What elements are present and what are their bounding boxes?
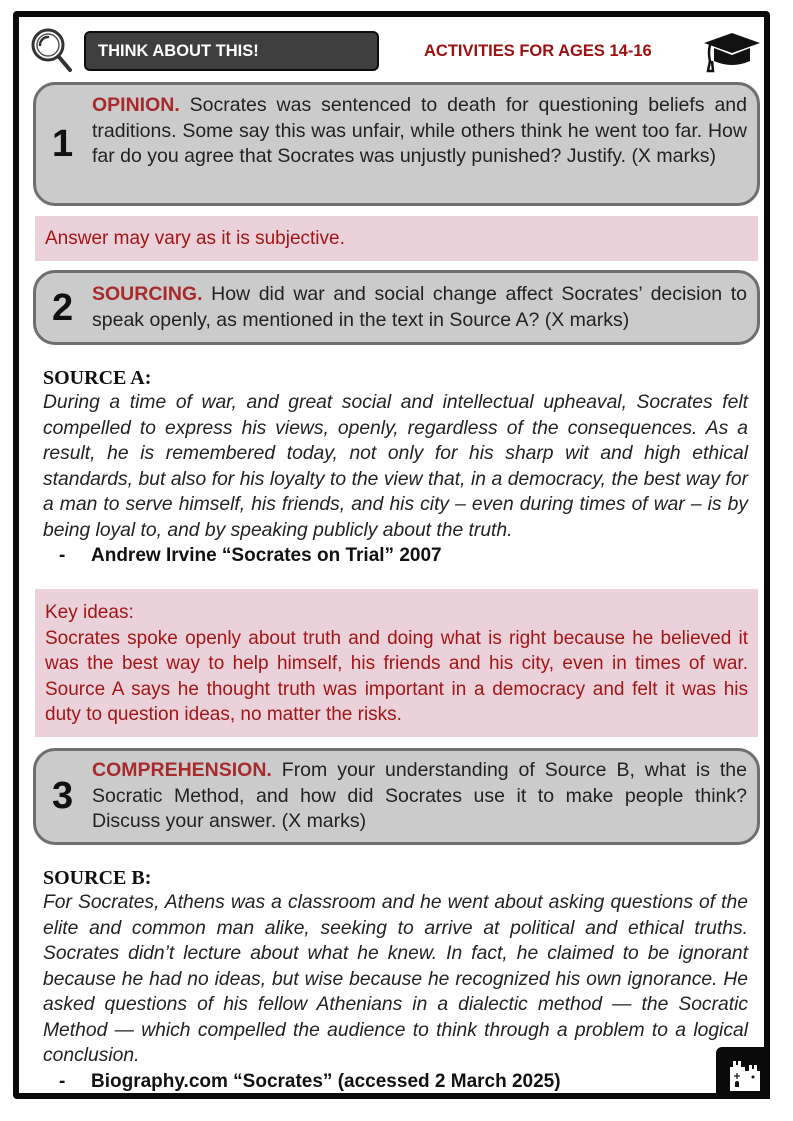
source-heading: SOURCE A:: [43, 367, 152, 389]
magnifier-icon: [30, 27, 74, 75]
question-body: Socrates was sentenced to death for questioning beliefs and traditions. Some say this was unfair, while others think he went too far. How far do you agree that Socrates was unjustly punished? Justify. (X marks): [92, 94, 747, 167]
question-text: [92, 93, 747, 170]
answer-text: Answer may vary as it is subjective.: [45, 228, 345, 249]
question-label: OPINION.: [92, 94, 180, 116]
age-range-label: ACTIVITIES FOR AGES 14-16: [424, 42, 652, 60]
answer-text: Socrates spoke openly about truth and doing what is right because he believed it was the best way to help himself, his friends and his city, even in times of war. Source A says he thought truth was important in a democracy and felt it was his duty to question ideas, no matter the risks.: [45, 627, 748, 725]
answer-heading: Key ideas:: [45, 602, 134, 623]
answer-box-q2: [35, 589, 758, 737]
source-body: During a time of war, and great social and intellectual upheaval, Socrates felt compelled to express his views, openly, regardless of the consequences. As a result, he is remembered today, not only for his sharp wit and high ethical standards, but also for his loyalty to the view that, in a democracy, the best way for a man to serve himself, his friends, and his city – even during times of war – is by being loyal to, and by speaking publicly about the truth.: [43, 392, 748, 541]
graduation-cap-icon: [700, 27, 762, 75]
section-title: THINK ABOUT THIS!: [84, 31, 379, 71]
question-3-box: [33, 748, 760, 845]
source-heading: SOURCE B:: [43, 867, 152, 889]
source-a: [43, 366, 748, 569]
question-number: 2: [52, 287, 74, 329]
citation-text: Biography.com “Socrates” (accessed 2 March 2025): [91, 1070, 561, 1092]
question-2-box: [33, 270, 760, 345]
question-text: [92, 758, 747, 835]
answer-box-q1: [35, 216, 758, 261]
castle-icon: [728, 1057, 762, 1091]
citation-text: Andrew Irvine “Socrates on Trial” 2007: [91, 545, 442, 566]
question-text: [92, 282, 747, 333]
question-label: SOURCING.: [92, 283, 203, 305]
citation-dash: -: [59, 545, 66, 566]
citation-dash: -: [59, 1070, 66, 1092]
question-body: From your understanding of Source B, what is the Socratic Method, and how did Socrates use it to make people think? Discuss your answer. (X marks): [92, 759, 747, 832]
source-citation: [43, 1069, 748, 1095]
source-body: For Socrates, Athens was a classroom and he went about asking questions of the elite and common man alike, seeking to arrive at political and ethical truths. Socrates didn’t lecture about what he knew. In fact, he claimed to be ignorant because he had no ideas, but wise because he recognized his own ignorance. He asked questions of his fellow Athenians in a dialectic method — the Socratic Method — which compelled the audience to think through a problem to a logical conclusion.: [43, 892, 748, 1066]
source-citation: [43, 543, 748, 569]
source-b: [43, 866, 748, 1095]
question-number: 1: [52, 123, 74, 165]
question-number: 3: [52, 775, 74, 817]
question-body: How did war and social change affect Socrates’ decision to speak openly, as mentioned in the text in Source A? (X marks): [92, 283, 747, 331]
question-label: COMPREHENSION.: [92, 759, 272, 781]
question-1-box: [33, 82, 760, 206]
